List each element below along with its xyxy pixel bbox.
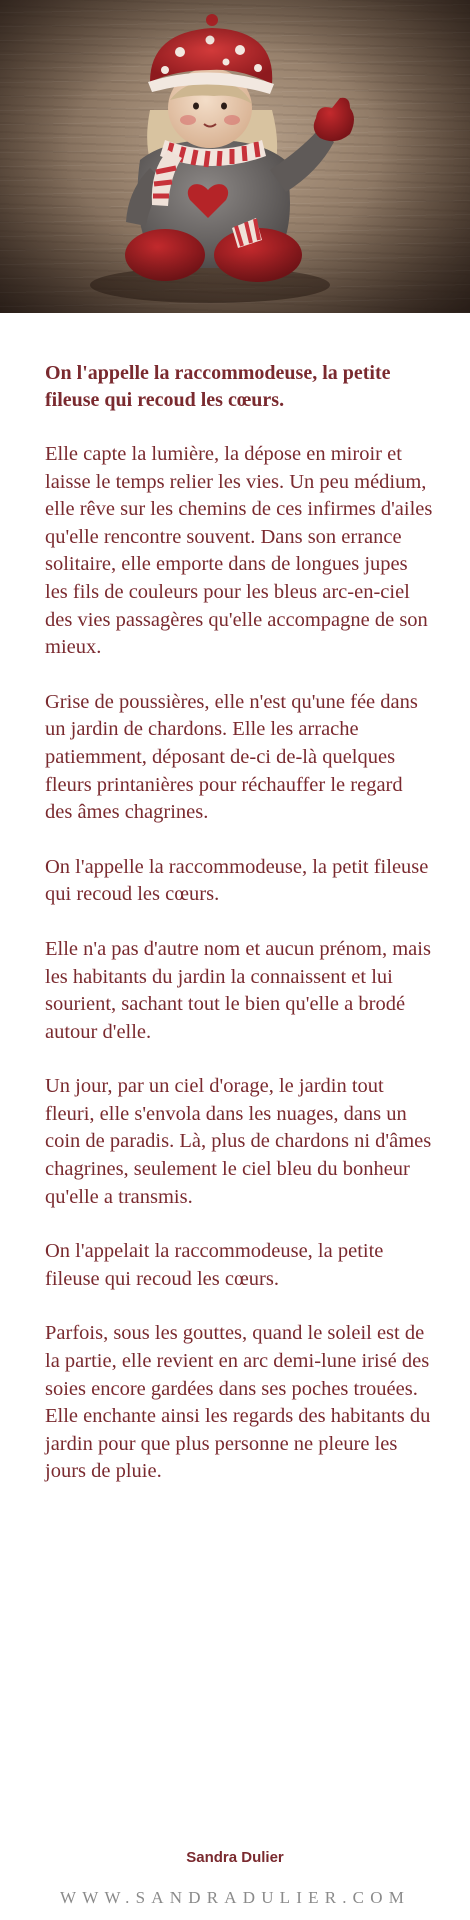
poem-intro: On l'appelle la raccommodeuse, la petite fileuse qui recoud les cœurs. (45, 362, 391, 411)
poem-stanza: Elle n'a pas d'autre nom et aucun prénom, mais les habitants du jardin la connaissent et lui sourient, sachant tout le bien qu'elle a brodé autour d'elle. (45, 937, 431, 1043)
author-signature: Sandra Dulier (186, 1849, 284, 1866)
poem-stanza: On l'appelait la raccommodeuse, la petite fileuse qui recoud les cœurs. (45, 1240, 384, 1290)
poem-stanza: Parfois, sous les gouttes, quand le soleil est de la partie, elle revient en arc demi-lune irisé des soies encore gardées dans ses poches trouées. Elle enchante ainsi les regards des habitants du jardin pour que plus personne ne pleure les jours de pluie. (45, 1322, 431, 1483)
poem-stanza: On l'appelle la raccommodeuse, la petit fileuse qui recoud les cœurs. (45, 855, 429, 906)
poem-stanza: Grise de poussières, elle n'est qu'une fée dans un jardin de chardons. Elle les arrache patiemment, déposant de-ci de-là quelques fleurs printanières pour réchauffer le regard des âmes chagrines. (45, 690, 418, 824)
doll-illustration (0, 0, 470, 313)
poem (45, 360, 435, 1513)
poem-stanza: Elle capte la lumière, la dépose en miroir et laisse le temps relier les vies. Un peu médium, elle rêve sur les chemins de ces infirmes d'ailes qu'elle rencontre souvent. Dans son errance solitaire, elle emporte dans de longues jupes les fils de couleurs pour les bleus arc-en-ciel des vies passagères qu'elle accompagne de son mieux. (45, 443, 433, 659)
website-url[interactable]: WWW.SANDRADULIER.COM (59, 1888, 411, 1907)
poem-stanza: Un jour, par un ciel d'orage, le jardin tout fleuri, elle s'envola dans les nuages, dans un coin de paradis. Là, plus de chardons ni d'âmes chagrines, seulement le ciel bleu du bonheur qu'elle a transmis. (45, 1075, 432, 1208)
header-photo (0, 0, 470, 313)
